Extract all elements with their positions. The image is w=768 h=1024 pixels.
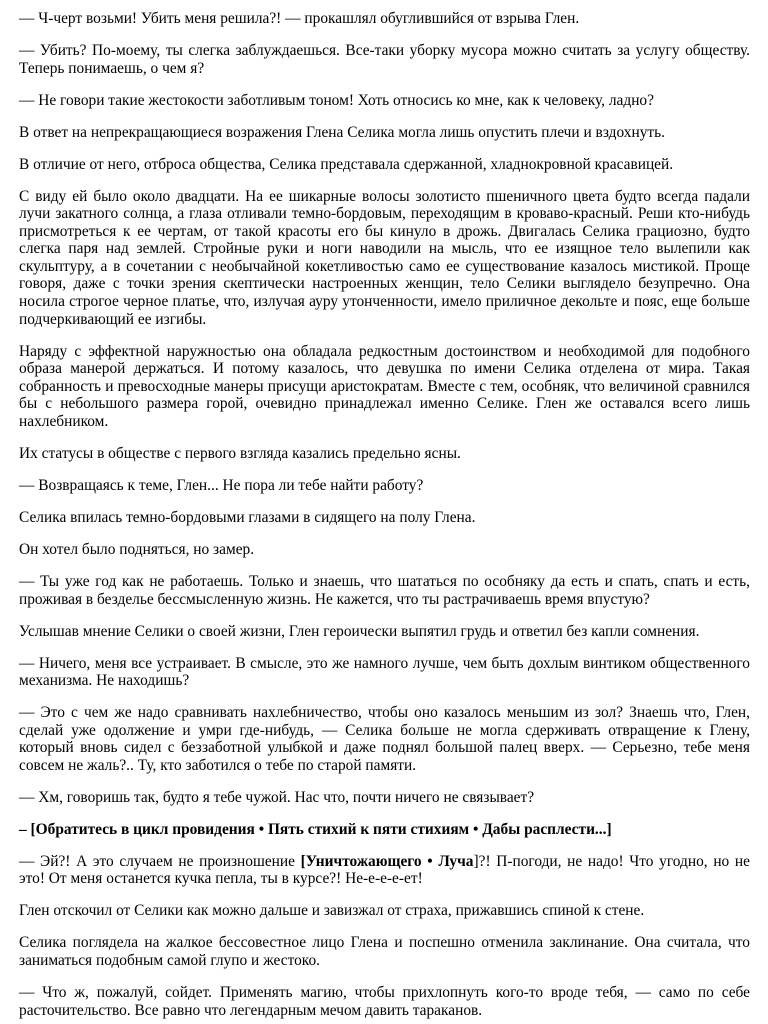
- paragraph: [19, 853, 750, 888]
- incantation-paragraph: – [Обратитесь в цикл провидения • Пять стихий к пяти стихиям • Дабы расплести...]: [19, 820, 612, 838]
- spell-name: [Уничтожающего • Луча: [300, 852, 474, 870]
- paragraph: — Не говори такие жестокости заботливым тоном! Хоть относись ко мне, как к человеку, ладно?: [19, 91, 654, 109]
- paragraph: Он хотел было подняться, но замер.: [19, 540, 255, 558]
- paragraph: В ответ на непрекращающиеся возражения Глена Селика могла лишь опустить плечи и вздохнуть.: [19, 123, 665, 141]
- paragraph: — Ничего, меня все устраивает. В смысле, это же намного лучше, чем быть дохлым винтиком общественного механизма. Не находишь?: [19, 654, 750, 690]
- paragraph-text: ]?! П-погоди, не надо! Что угодно, но не это! От меня останется кучка пепла, ты в курсе?! Не-е-е-е-ет!: [19, 852, 750, 888]
- paragraph: Селика впилась темно-бордовыми глазами в сидящего на полу Глена.: [19, 508, 476, 526]
- paragraph: Услышав мнение Селики о своей жизни, Глен героически выпятил грудь и ответил без капли сомнения.: [19, 622, 700, 640]
- paragraph: — Что ж, пожалуй, сойдет. Применять магию, чтобы прихлопнуть кого-то вроде тебя, — само по себе расточительство. Все равно что легендарным мечом давить тараканов.: [19, 983, 750, 1019]
- paragraph: — Ты уже год как не работаешь. Только и знаешь, что шататься по особняку да есть и спать, спать и есть, проживая в безделье бессмысленную жизнь. Не кажется, что ты растрачиваешь время впустую?: [19, 572, 750, 608]
- paragraph: Наряду с эффектной наружностью она обладала редкостным достоинством и необходимой для подобного образа манерой держаться. И потому казалось, что девушка по имени Селика отделена от мира. Такая собранность и превосходные манеры присущи аристократам. Вместе с тем, особняк, что величиной сравнился бы с небольшого размера горой, очевидно принадлежал именно Селике. Глен же оставался всего лишь нахлебником.: [19, 342, 750, 431]
- paragraph: — Хм, говоришь так, будто я тебе чужой. Нас что, почти ничего не связывает?: [19, 788, 535, 806]
- paragraph: Глен отскочил от Селики как можно дальше и завизжал от страха, прижавшись спиной к стене.: [19, 902, 645, 920]
- paragraph: — Убить? По-моему, ты слегка заблуждаешься. Все-таки уборку мусора можно считать за услугу обществу. Теперь понимаешь, о чем я?: [19, 41, 750, 77]
- paragraph: В отличие от него, отброса общества, Селика представала сдержанной, хладнокровной красавицей.: [19, 155, 674, 173]
- paragraph: — Возвращаясь к теме, Глен... Не пора ли тебе найти работу?: [19, 477, 424, 494]
- paragraph: — Это с чем же надо сравнивать нахлебничество, чтобы оно казалось меньшим из зол? Знаешь что, Глен, сделай уже одолжение и умри где-нибудь, — Селика больше не могла сдерживать отвращение к Глену, который вновь сидел с беззаботной улыбкой и даже поднял большой палец вверх. — Серьезно, тебе меня совсем не жаль?.. Ту, кто заботился о тебе по старой памяти.: [19, 704, 750, 774]
- paragraph: — Ч-черт возьми! Убить меня решила?! — прокашлял обуглившийся от взрыва Глен.: [19, 10, 580, 27]
- paragraph: С виду ей было около двадцати. На ее шикарные волосы золотисто пшеничного цвета будто всегда падали лучи закатного солнца, а глаза отливали темно-бордовым, переходящим в кроваво-красный. Реши кто-нибудь присмотреться к ее чертам, от такой красоты его бы кинуло в дрожь. Двигалась Селика грациозно, будто слегка паря над землей. Стройные руки и ноги наводили на мысль, что ее изящное тело вылепили как скульптуру, а в сочетании с необычайной кокетливостью само ее существование казалось мистикой. Проще говоря, даже с точки зрения скептически настроенных женщин, тело Селики выглядело безупречно. Она носила строгое черное платье, что, излучая ауру утонченности, имело приличное декольте и пояс, еще больше подчеркивающий ее изгибы.: [19, 187, 750, 328]
- paragraph: Селика поглядела на жалкое бессовестное лицо Глена и поспешно отменила заклинание. Она считала, что заниматься подобным самой глупо и жестоко.: [19, 934, 750, 969]
- paragraph-text: — Эй?! А это случаем не произношение: [19, 852, 301, 870]
- paragraph: Их статусы в обществе с первого взгляда казались предельно ясны.: [19, 445, 461, 463]
